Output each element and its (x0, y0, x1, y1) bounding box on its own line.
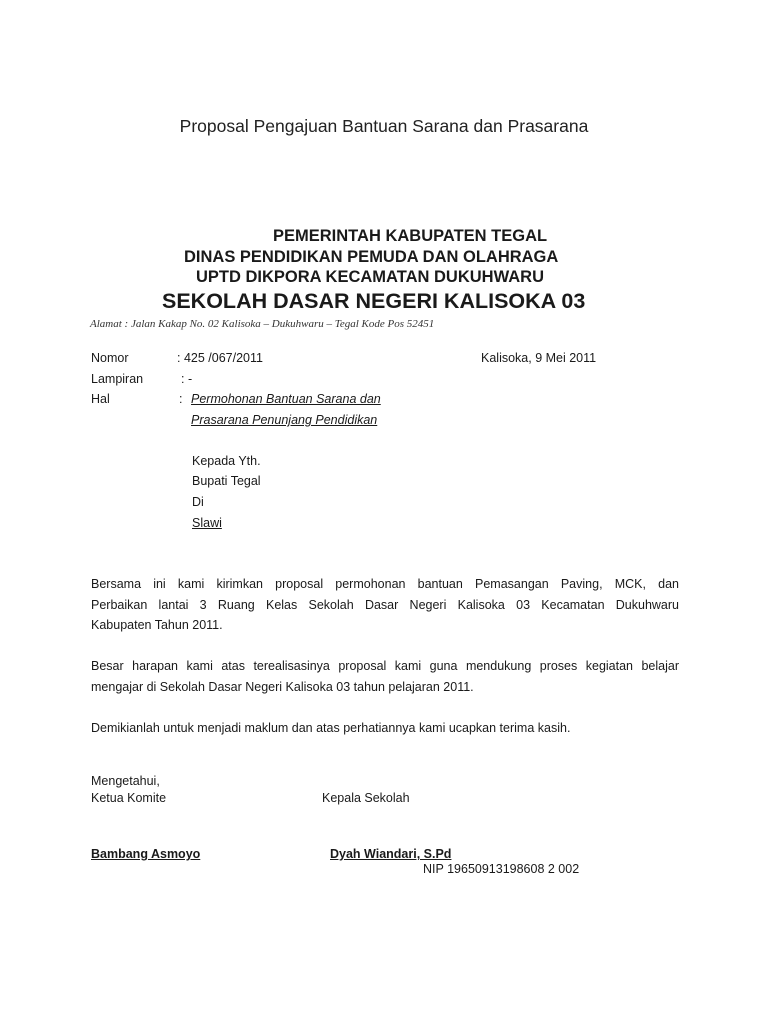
hal-label: Hal (91, 392, 110, 406)
nomor-value: : 425 /067/2011 (177, 351, 263, 365)
paragraph-line: Perbaikan lantai 3 Ruang Kelas Sekolah Dasar Negeri Kalisoka 03 Kecamatan Dukuhwaru (91, 597, 679, 612)
hal-subject-line2: Prasarana Penunjang Pendidikan (191, 413, 378, 427)
recipient-salutation: Kepada Yth. (192, 454, 261, 468)
letterhead-department: DINAS PENDIDIKAN PEMUDA DAN OLAHRAGA (184, 248, 559, 266)
recipient-di: Di (192, 495, 204, 509)
principal-nip: NIP 19650913198608 2 002 (423, 862, 580, 876)
hal-subject-line1: Permohonan Bantuan Sarana dan (191, 392, 381, 406)
letterhead-school-name: SEKOLAH DASAR NEGERI KALISOKA 03 (162, 289, 586, 313)
lampiran-label: Lampiran (91, 372, 144, 386)
paragraph-line: mengajar di Sekolah Dasar Negeri Kalisoka 03 tahun pelajaran 2011. (91, 679, 474, 694)
body-paragraph-3 (91, 718, 679, 739)
lampiran-value: : - (181, 372, 193, 386)
committee-chair-name: Bambang Asmoyo (91, 847, 201, 861)
principal-name: Dyah Wiandari, S.Pd (330, 847, 452, 861)
letterhead-government: PEMERINTAH KABUPATEN TEGAL (273, 227, 548, 245)
committee-chair-role: Ketua Komite (91, 791, 167, 805)
letterhead-uptd: UPTD DIKPORA KECAMATAN DUKUHWARU (196, 268, 545, 286)
letterhead-address: Alamat : Jalan Kakap No. 02 Kalisoka – Dukuhwaru – Tegal Kode Pos 52451 (90, 318, 435, 330)
body-paragraph-1 (91, 574, 679, 636)
mengetahui-label: Mengetahui, (91, 774, 160, 788)
document-title: Proposal Pengajuan Bantuan Sarana dan Prasarana (179, 116, 589, 136)
paragraph-line: Bersama ini kami kirimkan proposal permohonan bantuan Pemasangan Paving, MCK, dan (91, 577, 679, 591)
paragraph-line: Besar harapan kami atas terealisasinya proposal kami guna mendukung proses kegiatan belajar (91, 659, 679, 673)
nomor-label: Nomor (91, 351, 129, 365)
place-date: Kalisoka, 9 Mei 2011 (481, 351, 597, 365)
recipient-name: Bupati Tegal (192, 474, 261, 488)
recipient-city: Slawi (192, 516, 222, 530)
paragraph-line: Demikianlah untuk menjadi maklum dan atas perhatiannya kami ucapkan terima kasih. (91, 721, 571, 735)
hal-colon: : (179, 392, 183, 406)
paragraph-line: Kabupaten Tahun 2011. (91, 618, 223, 632)
principal-role: Kepala Sekolah (322, 791, 410, 805)
body-paragraph-2 (91, 656, 679, 697)
